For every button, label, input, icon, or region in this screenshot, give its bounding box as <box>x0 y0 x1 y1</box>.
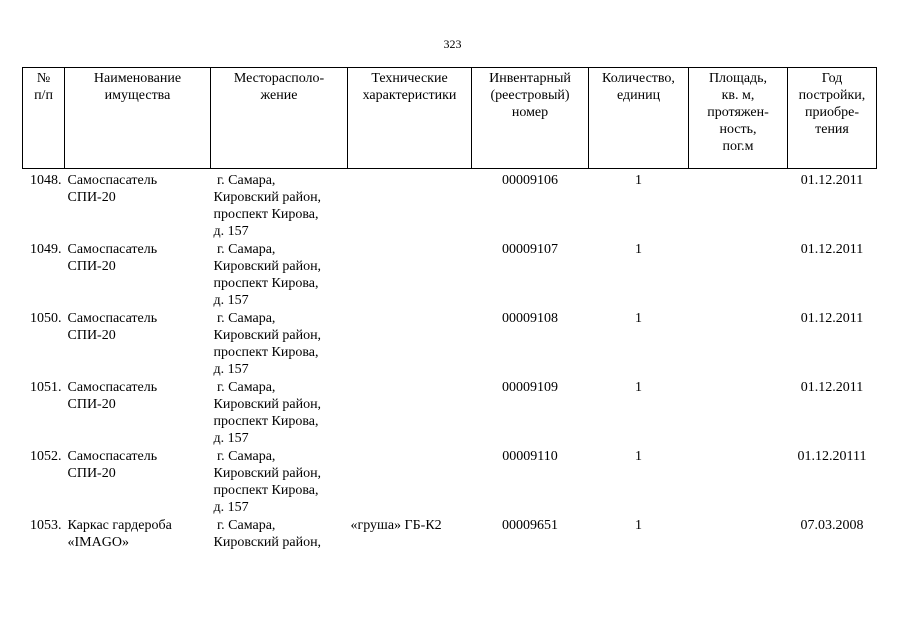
header-number: № п/п <box>23 68 65 169</box>
item-date: 01.12.2011 <box>800 241 864 257</box>
header-year: Год постройки, приобре- тения <box>788 68 877 169</box>
item-area <box>689 310 788 379</box>
item-name: Каркас гардероба «IMAGO» <box>67 517 172 550</box>
item-quantity: 1 <box>635 173 642 188</box>
item-inventory-number: 00009109 <box>502 379 558 395</box>
row-number: 1050. <box>30 310 62 326</box>
item-inventory-number: 00009108 <box>502 310 558 326</box>
page-number: 323 <box>443 37 462 51</box>
table-header-row <box>23 68 877 169</box>
item-name: Самоспасатель СПИ-20 <box>67 310 158 343</box>
header-name: Наименование имущества <box>65 68 211 169</box>
table-row <box>23 310 877 379</box>
item-date: 07.03.2008 <box>800 517 864 533</box>
item-date: 01.12.2011 <box>800 379 864 395</box>
header-area: Площадь, кв. м, протяжен- ность, пог.м <box>689 68 788 169</box>
row-number: 1049. <box>30 241 62 257</box>
item-quantity: 1 <box>635 517 642 533</box>
item-date: 01.12.2011 <box>800 173 864 188</box>
property-registry-table <box>22 67 877 586</box>
item-area <box>689 241 788 310</box>
item-inventory-number: 00009106 <box>502 173 558 188</box>
item-area <box>689 169 788 241</box>
item-quantity: 1 <box>635 379 642 395</box>
item-tech-specs <box>348 241 472 310</box>
item-location: г. Самара, Кировский район, проспект Кирова, д. 157 <box>213 173 322 239</box>
row-number: 1052. <box>30 448 62 464</box>
item-tech-specs: «груша» ГБ-К2 <box>350 517 442 533</box>
header-quantity: Количество, единиц <box>589 68 689 169</box>
item-tech-specs <box>348 310 472 379</box>
header-location: Месторасполо- жение <box>211 68 348 169</box>
table-row <box>23 169 877 241</box>
item-inventory-number: 00009110 <box>502 448 558 464</box>
row-number: 1053. <box>30 517 62 533</box>
item-area <box>689 517 788 586</box>
item-inventory-number: 00009651 <box>502 517 558 533</box>
table-row <box>23 241 877 310</box>
item-inventory-number: 00009107 <box>502 241 558 257</box>
item-tech-specs <box>348 379 472 448</box>
item-name: Самоспасатель СПИ-20 <box>67 241 158 274</box>
item-location: г. Самара, Кировский район, проспект Кирова, д. 157 <box>213 310 322 377</box>
table-row <box>23 517 877 586</box>
item-location: г. Самара, Кировский район, проспект Кирова, д. 157 <box>213 448 322 515</box>
item-tech-specs <box>348 169 472 241</box>
row-number: 1051. <box>30 379 62 395</box>
item-quantity: 1 <box>635 448 642 464</box>
header-tech: Технические характеристики <box>348 68 472 169</box>
item-area <box>689 448 788 517</box>
header-inventory: Инвентарный (реестровый) номер <box>472 68 589 169</box>
item-quantity: 1 <box>635 310 642 326</box>
item-location: г. Самара, Кировский район, проспект Кирова, д. 157 <box>213 379 322 446</box>
item-location: г. Самара, Кировский район, проспект Кирова, д. 157 <box>213 241 322 308</box>
item-name: Самоспасатель СПИ-20 <box>67 448 158 481</box>
item-area <box>689 379 788 448</box>
table-body <box>23 169 877 586</box>
item-location: г. Самара, Кировский район, <box>213 517 322 550</box>
table-row <box>23 379 877 448</box>
item-tech-specs <box>348 448 472 517</box>
row-number: 1048. <box>30 173 62 188</box>
item-name: Самоспасатель СПИ-20 <box>67 379 158 412</box>
item-date: 01.12.20111 <box>797 448 867 464</box>
item-date: 01.12.2011 <box>800 310 864 326</box>
table-row <box>23 448 877 517</box>
item-name: Самоспасатель СПИ-20 <box>67 173 158 205</box>
item-quantity: 1 <box>635 241 642 257</box>
